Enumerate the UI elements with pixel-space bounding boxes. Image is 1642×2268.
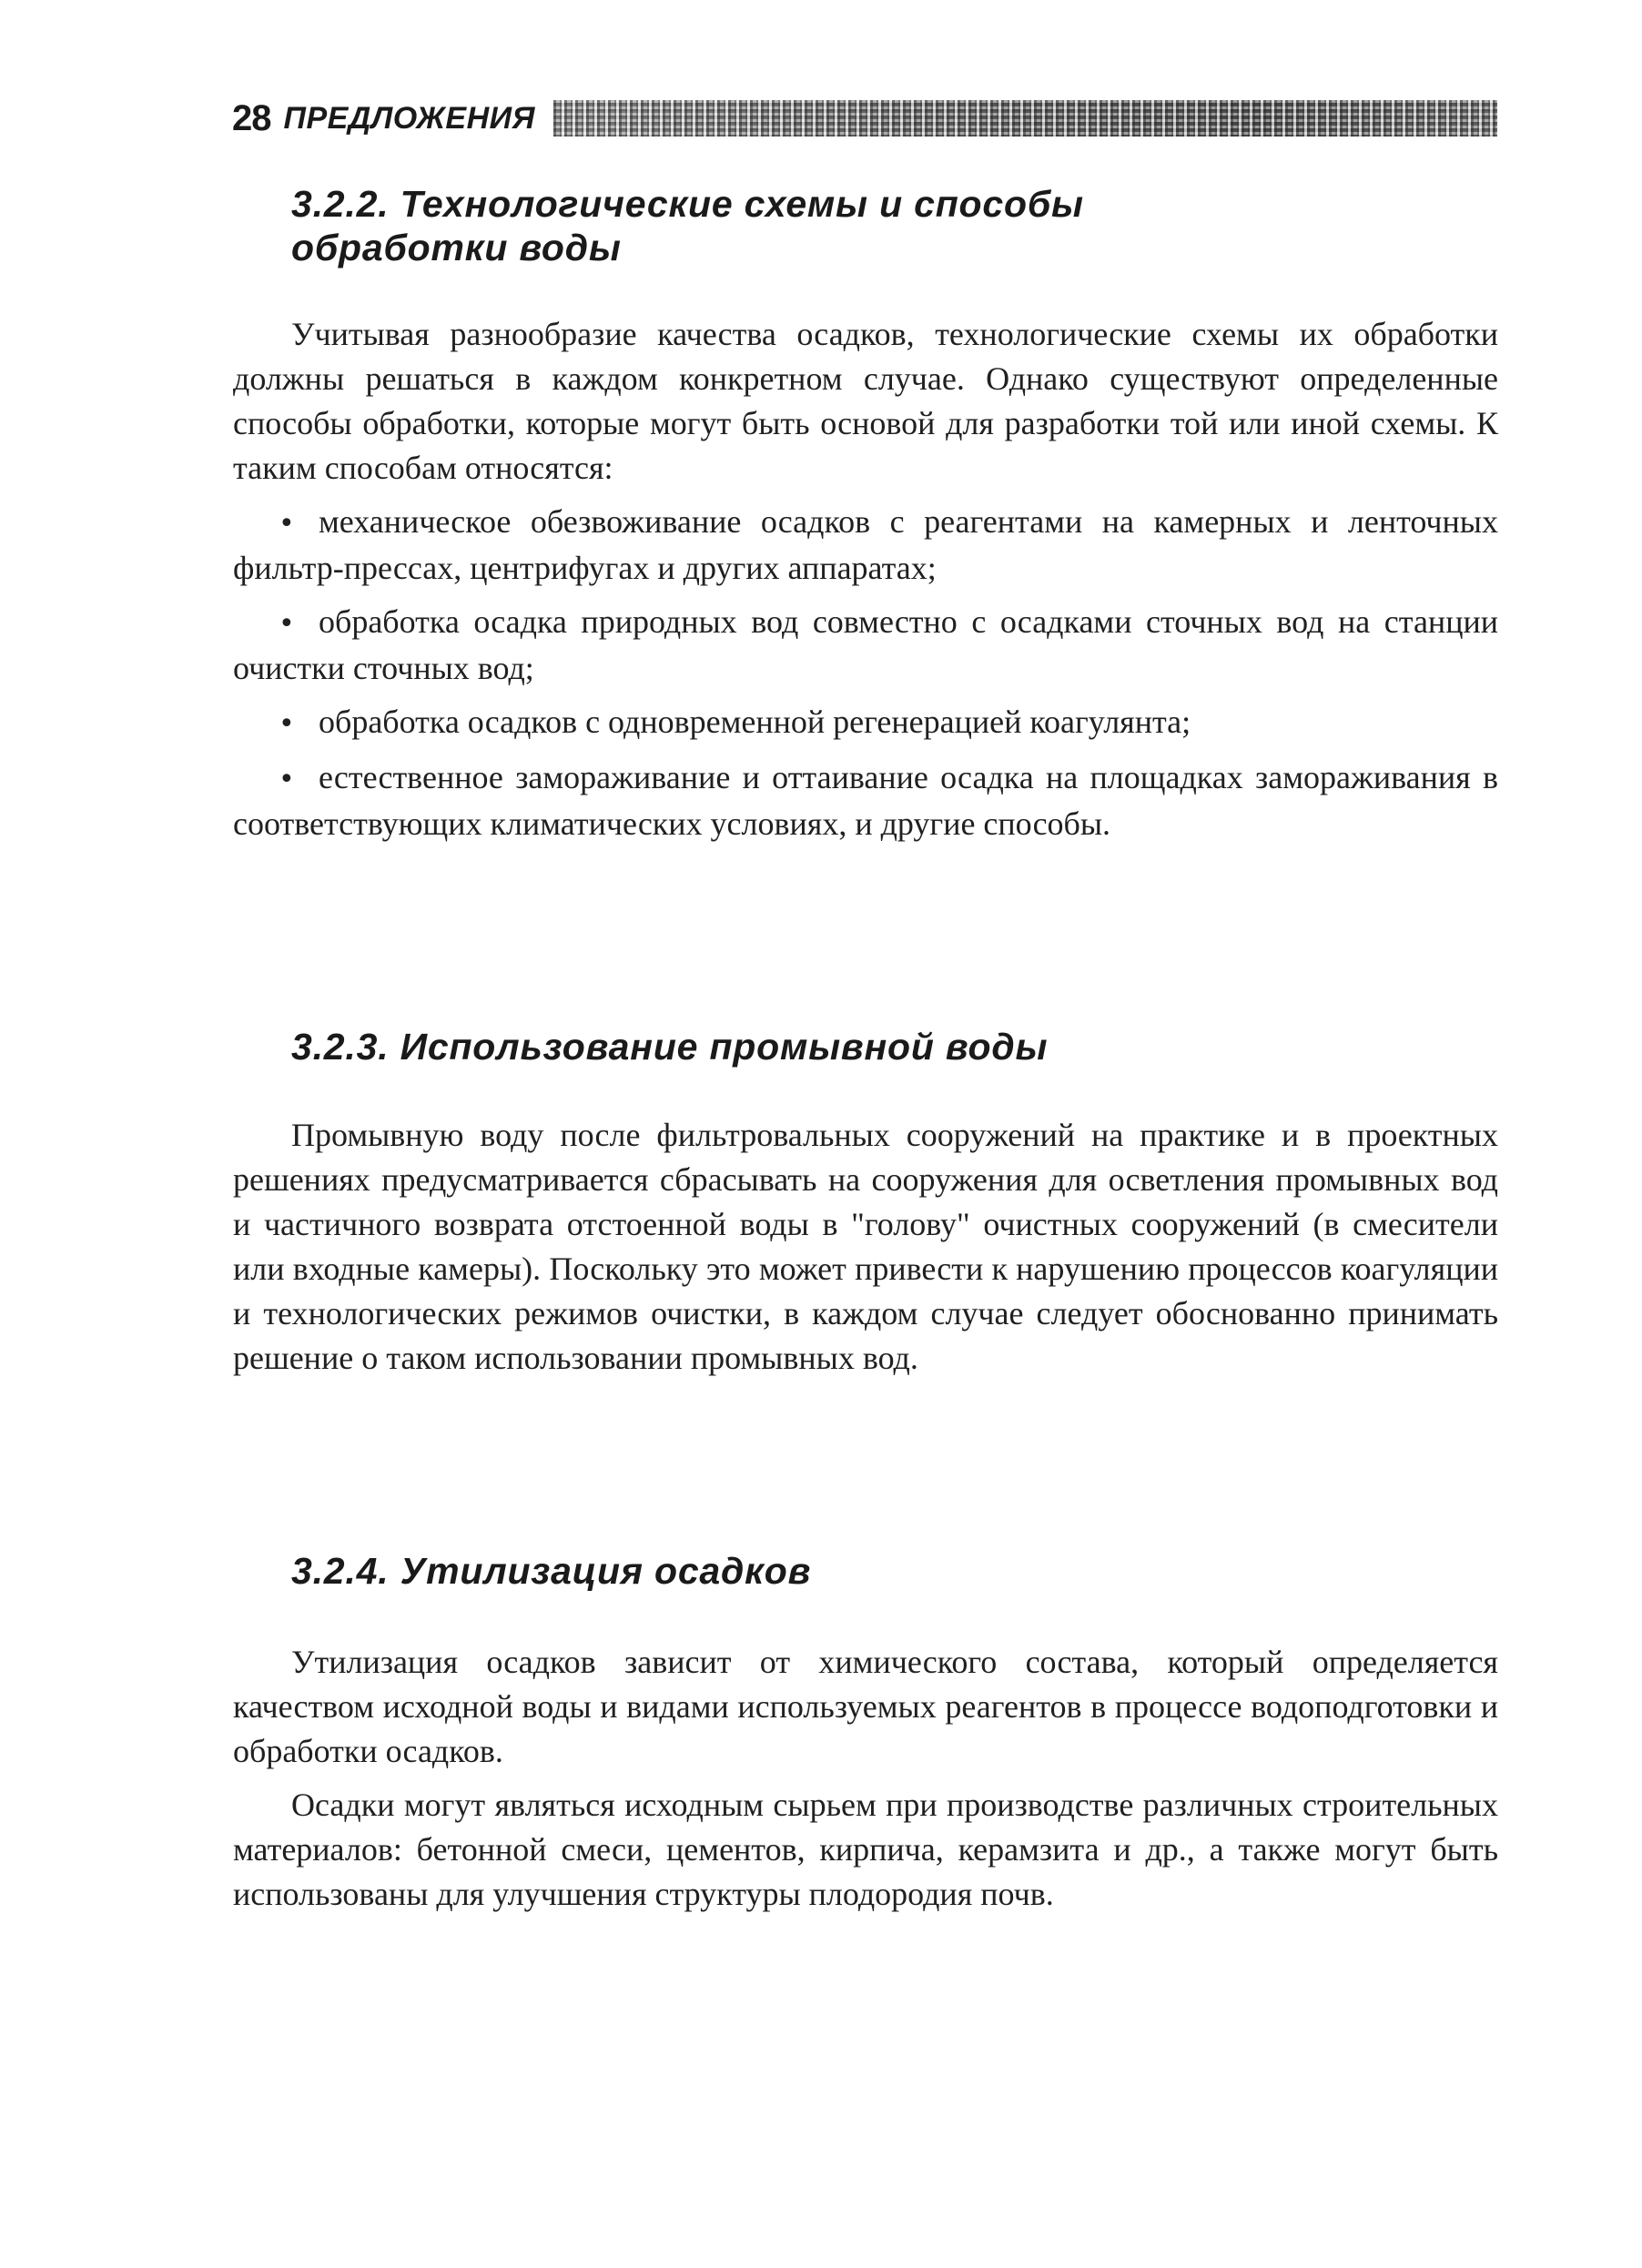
paragraph: Осадки могут являться исходным сырьем при производстве различных строительных материалов: бетонной смеси, цементов, кирпича, керамзита и др., а также могут быть использованы для улучшения структуры плодородия почв. (233, 1787, 1498, 1912)
list-item (233, 755, 1498, 846)
page-number: 28 (232, 97, 271, 138)
bullet-icon: • (279, 708, 295, 740)
section-body-3-2-4 (233, 1640, 1498, 1917)
running-title: ПРЕДЛОЖЕНИЯ (283, 100, 535, 136)
running-header (232, 91, 1497, 146)
section-heading-3-2-4: 3.2.4. Утилизация осадков (291, 1550, 812, 1592)
list-item-text: обработка осадка природных вод совместно с осадками сточных вод на станции очистки сточных вод; (233, 603, 1498, 686)
bullet-icon: • (279, 608, 295, 640)
bullet-icon: • (279, 764, 295, 795)
section-body-3-2-3 (233, 1113, 1498, 1381)
paragraph: Промывную воду после фильтровальных сооружений на практике и в проектных решениях предусматривается сбрасывать на сооружения для осветления промывных вод и частичного возврата отстоенной воды в "голову" очистных сооружений (в смесители или входные камеры). Поскольку это может привести к нарушению процессов коагуляции и технологических режимов очистки, в каждом случае следует обоснованно принимать решение о таком использовании промывных вод. (233, 1117, 1498, 1376)
section-heading-3-2-3: 3.2.3. Использование промывной воды (291, 1026, 1049, 1068)
paragraph: Утилизация осадков зависит от химического состава, который определяется качеством исходной воды и видами используемых реагентов в процессе водоподготовки и обработки осадков. (233, 1644, 1498, 1769)
list-item (233, 500, 1498, 591)
list-item (233, 600, 1498, 691)
section-body-3-2-2 (233, 312, 1498, 856)
bullet-list (233, 500, 1498, 846)
paragraph: Учитывая разнообразие качества осадков, технологические схемы их обработки должны решаться в каждом конкретном случае. Однако существуют определенные способы обработки, которые могут быть основой для разработки той или иной схемы. К таким способам относятся: (233, 316, 1498, 486)
bullet-icon: • (279, 508, 295, 540)
list-item-text: естественное замораживание и оттаивание осадка на площадках замораживания в соответствующих климатических условиях, и другие способы. (233, 759, 1498, 842)
decorative-header-band (553, 100, 1497, 137)
section-heading-3-2-2: 3.2.2. Технологические схемы и способы обработки воды (291, 183, 1084, 268)
list-item (233, 700, 1498, 746)
list-item-text: обработка осадков с одновременной регенерацией коагулянта; (319, 704, 1191, 740)
list-item-text: механическое обезвоживание осадков с реагентами на камерных и ленточных фильтр-прессах, центрифугах и других аппаратах; (233, 503, 1498, 586)
